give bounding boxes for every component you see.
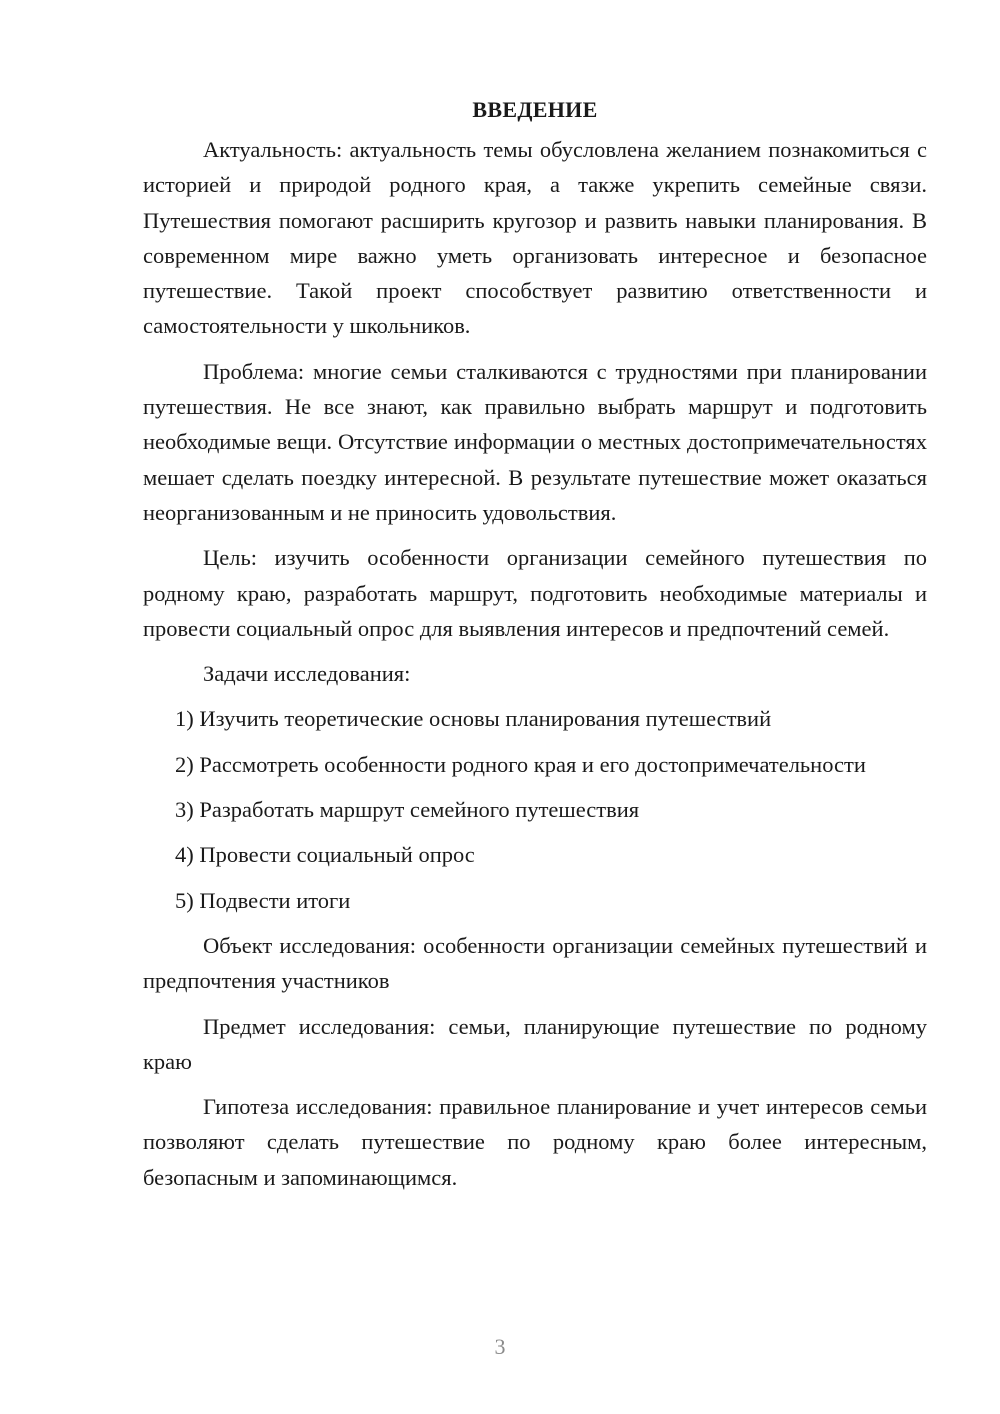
paragraph-relevance: Актуальность: актуальность темы обусловлена желанием познакомиться с историей и природой родного края, а также укрепить семейные связи. Путешествия помогают расширить кругозор и развить навыки планирования. В современном мире важно уметь организовать интересное и безопасное путешествие. Такой проект способствует развитию ответственности и самостоятельности у школьников. [143,137,927,339]
paragraph-problem: Проблема: многие семьи сталкиваются с трудностями при планировании путешествия. Не все знают, как правильно выбрать маршрут и подготовить необходимые вещи. Отсутствие информации о местных достопримечательностях мешает сделать поездку интересной. В результате путешествие может оказаться неорганизованным и не приносить удовольствия. [143,358,927,525]
task-item: 4) Провести социальный опрос [175,842,475,868]
paragraph-object: Объект исследования: особенности организации семейных путешествий и предпочтения участников [143,932,927,994]
task-item: 3) Разработать маршрут семейного путешествия [175,797,640,823]
task-item: 1) Изучить теоретические основы планирования путешествий [175,706,772,732]
paragraph-hypothesis: Гипотеза исследования: правильное планирование и учет интересов семьи позволяют сделать путешествие по родному краю более интересным, безопасным и запоминающимся. [143,1094,927,1190]
page-number: 3 [494,1334,506,1359]
paragraph-subject: Предмет исследования: семьи, планирующие путешествие по родному краю [143,1013,927,1074]
tasks-heading: Задачи исследования: [203,661,411,687]
page-title: ВВЕДЕНИЕ [472,97,598,122]
document-page [143,96,927,1205]
task-item: 5) Подвести итоги [175,887,351,913]
paragraph-goal: Цель: изучить особенности организации семейного путешествия по родному краю, разработать маршрут, подготовить необходимые материалы и провести социальный опрос для выявления интересов и предпочтений семей. [143,545,927,641]
task-item: 2) Рассмотреть особенности родного края и его достопримечательности [175,751,866,777]
